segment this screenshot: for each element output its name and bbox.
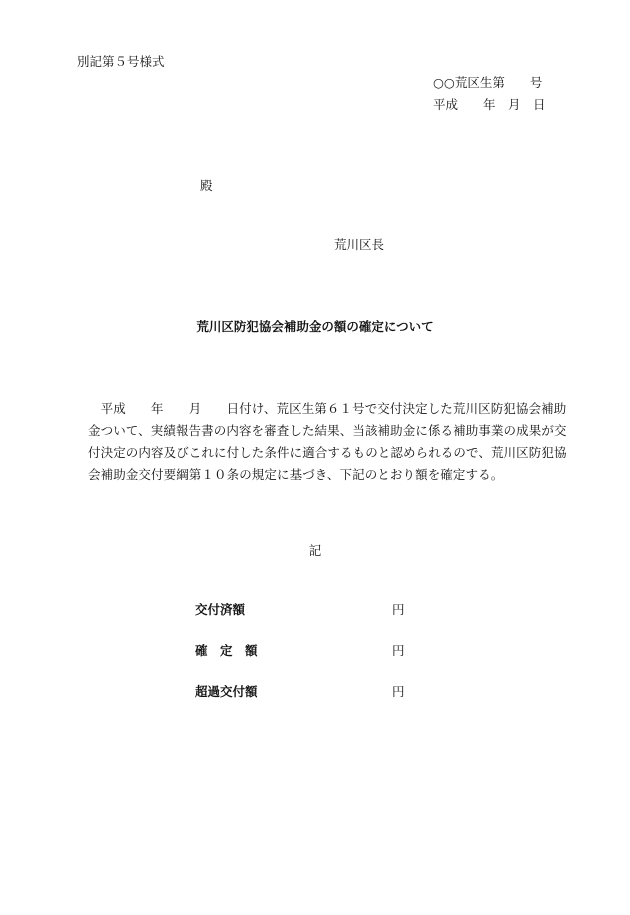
body-line: 付決定の内容及びこれに付した条件に適合するものと認められるので、荒川区防犯協 [88,445,567,460]
addressee-honorific: 殿 [200,178,213,193]
document-date: 平成 年 月 日 [433,97,546,112]
amount-label: 超過交付額 [195,684,258,699]
document-title: 荒川区防犯協会補助金の額の確定について [196,319,434,334]
amount-unit: 円 [392,602,405,617]
document-number: ○○荒区生第 号 [433,75,543,90]
amount-unit: 円 [392,643,405,658]
form-number: 別記第５号様式 [77,54,165,69]
issuer-name: 荒川区長 [334,237,385,252]
ki-heading: 記 [308,543,322,558]
body-line: 金ついて、実績報告書の内容を審査した結果、当該補助金に係る補助事業の成果が交 [88,423,567,438]
amount-unit: 円 [392,684,405,699]
body-paragraph [88,398,567,486]
amount-label: 交付済額 [195,602,246,617]
amount-label: 確 定 額 [195,643,258,658]
body-line: 平成 年 月 日付け、荒区生第６１号で交付決定した荒川区防犯協会補助 [88,401,567,416]
body-line: 会補助金交付要綱第１０条の規定に基づき、下記のとおり額を確定する。 [88,467,504,482]
